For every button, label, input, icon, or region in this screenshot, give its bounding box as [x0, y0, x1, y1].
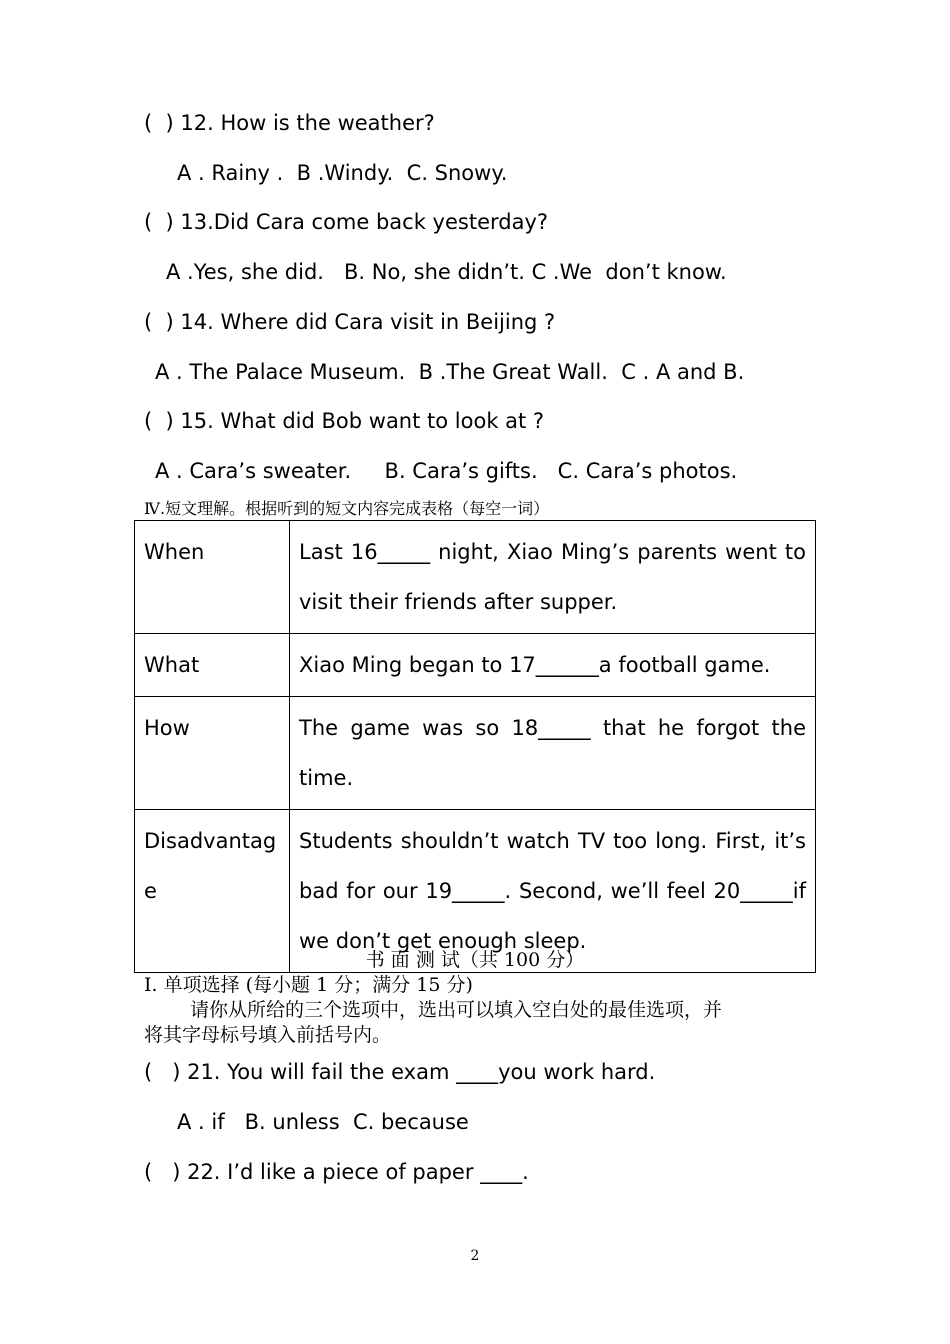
question-21: ( ) 21. You will fail the exam ____you work hard.: [144, 1060, 656, 1084]
question-21-options: A . if B. unless C. because: [177, 1110, 469, 1134]
question-12: ( ) 12. How is the weather?: [144, 111, 435, 135]
question-13-options: A .Yes, she did. B. No, she didn’t. C .We don’t know.: [166, 260, 727, 284]
instruction-line-2: 将其字母标号填入前括号内。: [144, 1024, 392, 1046]
page-number: 2: [470, 1248, 480, 1264]
table-row: [135, 697, 816, 810]
question-14: ( ) 14. Where did Cara visit in Beijing ?: [144, 310, 556, 334]
section-4-heading: Ⅳ.短文理解。根据听到的短文内容完成表格（每空一词）: [144, 499, 550, 518]
section-1-heading: I. 单项选择 (每小题 1 分；满分 15 分): [144, 974, 473, 996]
row-label-when: When: [135, 521, 290, 634]
instruction-line-1: 请你从所给的三个选项中，选出可以填入空白处的最佳选项，并: [190, 999, 723, 1021]
question-13: ( ) 13.Did Cara come back yesterday?: [144, 210, 549, 234]
row-value-when: Last 16_____ night, Xiao Ming’s parents went to visit their friends after supper.: [290, 521, 816, 634]
question-14-options: A . The Palace Museum. B .The Great Wall. C . A and B.: [155, 360, 745, 384]
row-value-disadvantage: Students shouldn’t watch TV too long. First, it’s bad for our 19_____. Second, we’ll feel 20_____if we don’t get enough sleep.: [290, 810, 816, 973]
row-value-what: Xiao Ming began to 17______a football game.: [290, 634, 816, 697]
written-test-title: 书 面 测 试（共 100 分）: [365, 949, 585, 971]
row-value-how: The game was so 18_____ that he forgot the time.: [290, 697, 816, 810]
row-label-what: What: [135, 634, 290, 697]
question-12-options: A . Rainy . B .Windy. C. Snowy.: [177, 161, 508, 185]
table-row: [135, 634, 816, 697]
row-label-disadvantage: Disadvantage: [135, 810, 290, 973]
question-15-options: A . Cara’s sweater. B. Cara’s gifts. C. Cara’s photos.: [155, 459, 738, 483]
question-22: ( ) 22. I’d like a piece of paper ____.: [144, 1160, 529, 1184]
question-15: ( ) 15. What did Bob want to look at ?: [144, 409, 545, 433]
summary-table: [134, 520, 816, 973]
row-label-how: How: [135, 697, 290, 810]
table-row: [135, 521, 816, 634]
